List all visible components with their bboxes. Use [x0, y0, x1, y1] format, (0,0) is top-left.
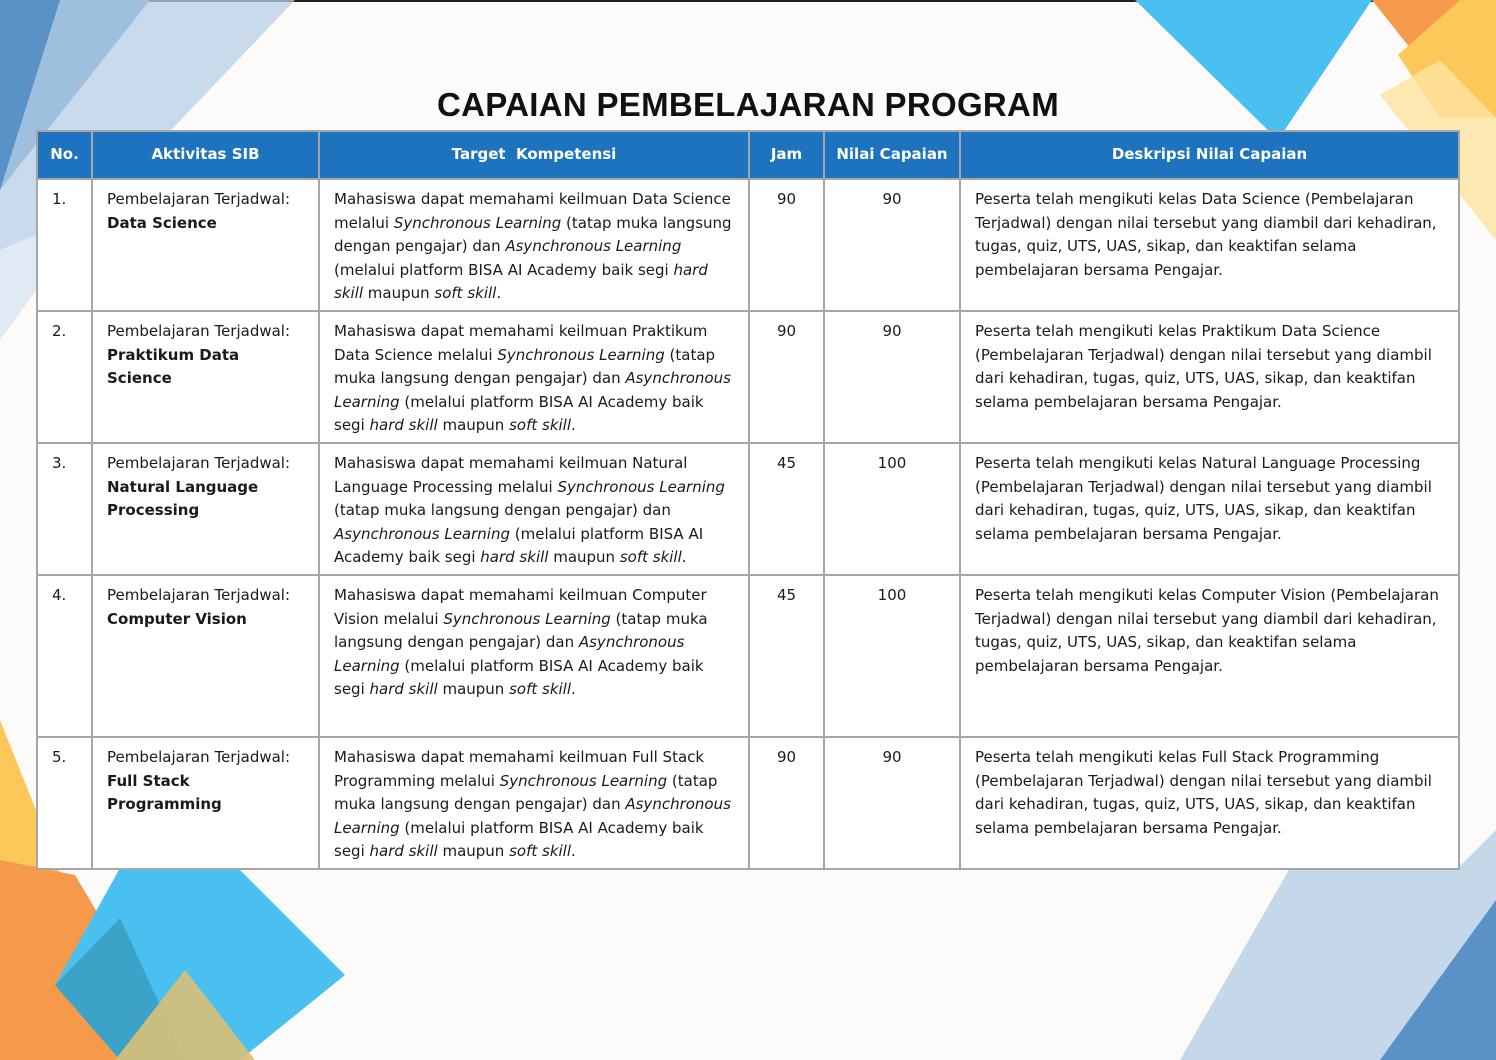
activity-prefix: Pembelajaran Terjadwal:: [107, 190, 291, 208]
target-text: (tatap muka langsung dengan pengajar) dan: [334, 345, 716, 387]
page-title: CAPAIAN PEMBELAJARAN PROGRAM: [437, 86, 1059, 123]
target-italic: soft skill: [434, 284, 497, 302]
target-text: (melalui platform BISA AI Academy baik segi: [334, 656, 704, 698]
target-text: (melalui platform BISA AI Academy baik segi: [334, 260, 674, 279]
header-jam: Jam: [749, 131, 824, 179]
row-number: 3.: [37, 443, 92, 575]
jam-cell: 45: [749, 443, 824, 575]
target-italic: Asynchronous Learning: [334, 633, 685, 675]
target-italic: hard skill: [369, 842, 438, 860]
table-row: [37, 443, 1459, 575]
deskripsi-cell: Peserta telah mengikuti kelas Praktikum Data Science (Pembelajaran Terjadwal) dengan nilai tersebut yang diambil dari kehadiran, tugas, quiz, UTS, UAS, sikap, dan keaktifan selama pembelajaran bersama Pengajar.: [960, 311, 1459, 443]
target-text: Mahasiswa dapat memahami keilmuan Computer Vision melalui: [334, 586, 707, 628]
activity-cell: [92, 179, 319, 311]
target-italic: Asynchronous Learning: [505, 237, 682, 255]
row-number: 4.: [37, 575, 92, 737]
target-text: (tatap muka langsung dengan pengajar) dan: [334, 213, 732, 255]
target-italic: Synchronous Learning: [497, 345, 665, 364]
header-nilai: Nilai Capaian: [824, 131, 960, 179]
activity-cell: [92, 311, 319, 443]
target-cell: [319, 179, 749, 311]
target-cell: [319, 575, 749, 737]
deskripsi-cell: Peserta telah mengikuti kelas Natural Language Processing (Pembelajaran Terjadwal) dengan nilai tersebut yang diambil dari kehadiran, tugas, quiz, UTS, UAS, sikap, dan keaktifan selama pembelajaran bersama Pengajar.: [960, 443, 1459, 575]
target-italic: Asynchronous Learning: [334, 369, 731, 411]
target-italic: soft skill: [509, 416, 572, 434]
target-italic: Synchronous Learning: [443, 609, 611, 628]
jam-cell: 90: [749, 179, 824, 311]
target-italic: Synchronous Learning: [557, 477, 725, 496]
activity-name: Full Stack Programming: [107, 771, 222, 813]
target-italic: hard skill: [369, 416, 438, 434]
activity-prefix: Pembelajaran Terjadwal:: [107, 586, 291, 604]
deskripsi-cell: Peserta telah mengikuti kelas Computer Vision (Pembelajaran Terjadwal) dengan nilai tersebut yang diambil dari kehadiran, tugas, quiz, UTS, UAS, sikap, dan keaktifan selama pembelajaran bersama Pengajar.: [960, 575, 1459, 737]
target-text: maupun: [437, 680, 510, 698]
target-text: maupun: [548, 548, 620, 566]
nilai-cell: 90: [824, 737, 960, 869]
nilai-cell: 100: [824, 443, 960, 575]
target-text: (tatap muka langsung dengan pengajar) dan: [334, 771, 718, 813]
activity-cell: [92, 575, 319, 737]
nilai-cell: 90: [824, 179, 960, 311]
deskripsi-cell: Peserta telah mengikuti kelas Full Stack Programming (Pembelajaran Terjadwal) dengan nilai tersebut yang diambil dari kehadiran, tugas, quiz, UTS, UAS, sikap, dan keaktifan selama pembelajaran bersama Pengajar.: [960, 737, 1459, 869]
target-text: maupun: [437, 416, 510, 434]
nilai-cell: 90: [824, 311, 960, 443]
target-text: Mahasiswa dapat memahami keilmuan Praktikum Data Science melalui: [334, 322, 708, 364]
target-text: .: [571, 680, 576, 698]
activity-name: Praktikum Data Science: [107, 345, 240, 387]
target-cell: [319, 737, 749, 869]
activity-prefix: Pembelajaran Terjadwal:: [107, 322, 291, 340]
jam-cell: 45: [749, 575, 824, 737]
header-deskripsi: Deskripsi Nilai Capaian: [960, 131, 1459, 179]
target-text: maupun: [437, 842, 510, 860]
jam-cell: 90: [749, 737, 824, 869]
target-text: .: [496, 284, 502, 302]
activity-cell: [92, 443, 319, 575]
table-row: [37, 179, 1459, 311]
target-italic: hard skill: [334, 260, 708, 302]
activity-prefix: Pembelajaran Terjadwal:: [107, 748, 291, 766]
activity-name: Natural Language Processing: [107, 477, 259, 519]
target-text: (melalui platform BISA AI Academy baik segi: [334, 524, 704, 566]
jam-cell: 90: [749, 311, 824, 443]
header-aktivitas: Aktivitas SIB: [92, 131, 319, 179]
target-text: (melalui platform BISA AI Academy baik segi: [334, 818, 704, 860]
row-number: 1.: [37, 179, 92, 311]
activity-cell: [92, 737, 319, 869]
table-header-row: [37, 131, 1459, 179]
target-italic: Synchronous Learning: [499, 771, 668, 790]
table-row: [37, 575, 1459, 737]
row-number: 2.: [37, 311, 92, 443]
target-italic: Asynchronous Learning: [334, 524, 510, 543]
target-text: .: [681, 548, 687, 566]
activity-prefix: Pembelajaran Terjadwal:: [107, 454, 291, 472]
target-italic: hard skill: [480, 548, 549, 566]
target-cell: [319, 311, 749, 443]
target-italic: soft skill: [509, 680, 572, 698]
target-text: Mahasiswa dapat memahami keilmuan Natural Language Processing melalui: [334, 454, 688, 496]
target-italic: soft skill: [509, 842, 572, 860]
target-italic: soft skill: [619, 548, 682, 566]
activity-name: Computer Vision: [107, 609, 247, 628]
learning-outcomes-table: [36, 130, 1460, 870]
header-target: Target Kompetensi: [319, 131, 749, 179]
nilai-cell: 100: [824, 575, 960, 737]
target-text: .: [571, 416, 576, 434]
row-number: 5.: [37, 737, 92, 869]
header-no: No.: [37, 131, 92, 179]
target-text: maupun: [363, 284, 435, 302]
deskripsi-cell: Peserta telah mengikuti kelas Data Science (Pembelajaran Terjadwal) dengan nilai tersebut yang diambil dari kehadiran, tugas, quiz, UTS, UAS, sikap, dan keaktifan selama pembelajaran bersama Pengajar.: [960, 179, 1459, 311]
target-italic: hard skill: [369, 680, 438, 698]
target-italic: Synchronous Learning: [393, 213, 562, 232]
target-italic: Asynchronous Learning: [334, 795, 731, 837]
target-text: .: [571, 842, 576, 860]
table-row: [37, 311, 1459, 443]
target-text: Mahasiswa dapat memahami keilmuan Full Stack Programming melalui: [334, 748, 705, 790]
activity-name: Data Science: [107, 213, 217, 232]
target-text: (melalui platform BISA AI Academy baik segi: [334, 392, 704, 434]
target-text: (tatap muka langsung dengan pengajar) dan: [334, 609, 708, 651]
table-row: [37, 737, 1459, 869]
target-text: (tatap muka langsung dengan pengajar) dan: [334, 501, 671, 519]
target-cell: [319, 443, 749, 575]
target-text: Mahasiswa dapat memahami keilmuan Data Science melalui: [334, 190, 731, 232]
